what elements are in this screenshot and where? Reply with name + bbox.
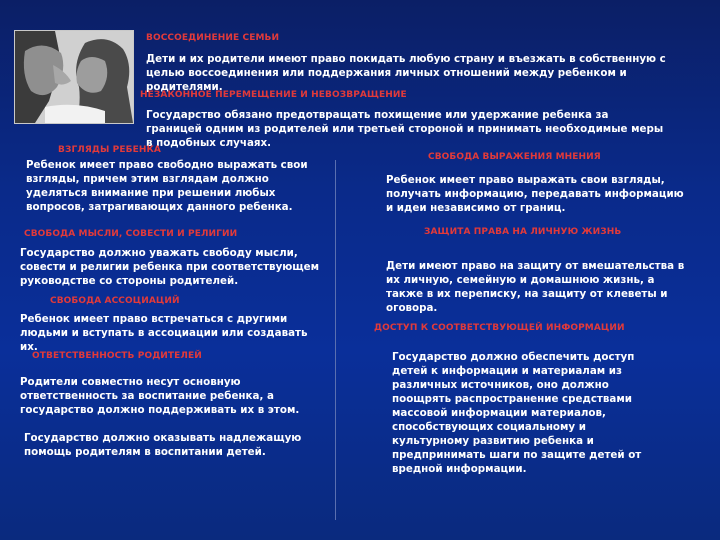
mother-child-image (15, 31, 133, 123)
parental-heading: ОТВЕТСТВЕННОСТЬ РОДИТЕЛЕЙ (32, 351, 202, 361)
illicit-transfer-heading: НЕЗАКОННОЕ ПЕРЕМЕЩЕНИЕ И НЕВОЗВРАЩЕНИЕ (140, 90, 407, 100)
child-views-text: Ребенок имеет право свободно выражать свои взгляды, причем этим взглядам должно уделяться внимание при решении любых вопросов, затрагивающих данного ребенка. (26, 159, 308, 213)
association-heading: СВОБОДА АССОЦИАЦИЙ (50, 296, 180, 306)
family-photo (14, 30, 134, 124)
illicit-transfer-text: Государство обязано предотвращать похищение или удержание ребенка за границей одним из родителей или третьей стороной и принимать необходимые меры в подобных случаях. (146, 109, 664, 149)
freedom-expression-text: Ребенок имеет право выражать свои взгляды, получать информацию, передавать информацию и идеи независимо от границ. (386, 174, 684, 214)
column-divider (335, 160, 336, 520)
reunification-heading: ВОССОЕДИНЕНИЕ СЕМЬИ (146, 33, 280, 43)
freedom-expression-heading: СВОБОДА ВЫРАЖЕНИЯ МНЕНИЯ (428, 152, 601, 162)
reunification-text: Дети и их родители имеют право покидать любую страну и въезжать в собственную с целью воссоединения или поддержания личных отношений между ребенком и родителями. (146, 53, 666, 93)
child-views-heading: ВЗГЛЯДЫ РЕБЕНКА (58, 145, 161, 155)
parental-text-2: Государство должно оказывать надлежащую помощь родителям в воспитании детей. (24, 432, 302, 458)
parental-text: Родители совместно несут основную ответственность за воспитание ребенка, а государство должно поддерживать их в этом. (20, 376, 300, 416)
information-text: Государство должно обеспечить доступ детей к информации и материалам из различных источников, оно должно поощрять распространение средствами массовой информации материалов, способствующих социальному и культурному развитию ребенка и предпринимать шаги по защите детей от вредной информации. (392, 351, 642, 475)
privacy-text: Дети имеют право на защиту от вмешательства в их личную, семейную и домашнюю жизнь, а также в их переписку, на защиту от клеветы и оговора. (386, 260, 685, 314)
association-text: Ребенок имеет право встречаться с другими людьми и вступать в ассоциации или создавать их. (20, 313, 308, 353)
freedom-thought-heading: СВОБОДА МЫСЛИ, СОВЕСТИ И РЕЛИГИИ (24, 229, 238, 239)
information-heading: ДОСТУП К СООТВЕТСТВУЮЩЕЙ ИНФОРМАЦИИ (374, 323, 625, 333)
privacy-heading: ЗАЩИТА ПРАВА НА ЛИЧНУЮ ЖИЗНЬ (424, 227, 622, 237)
freedom-thought-text: Государство должно уважать свободу мысли, совести и религии ребенка при соответствующем руководстве со стороны родителей. (20, 247, 320, 287)
